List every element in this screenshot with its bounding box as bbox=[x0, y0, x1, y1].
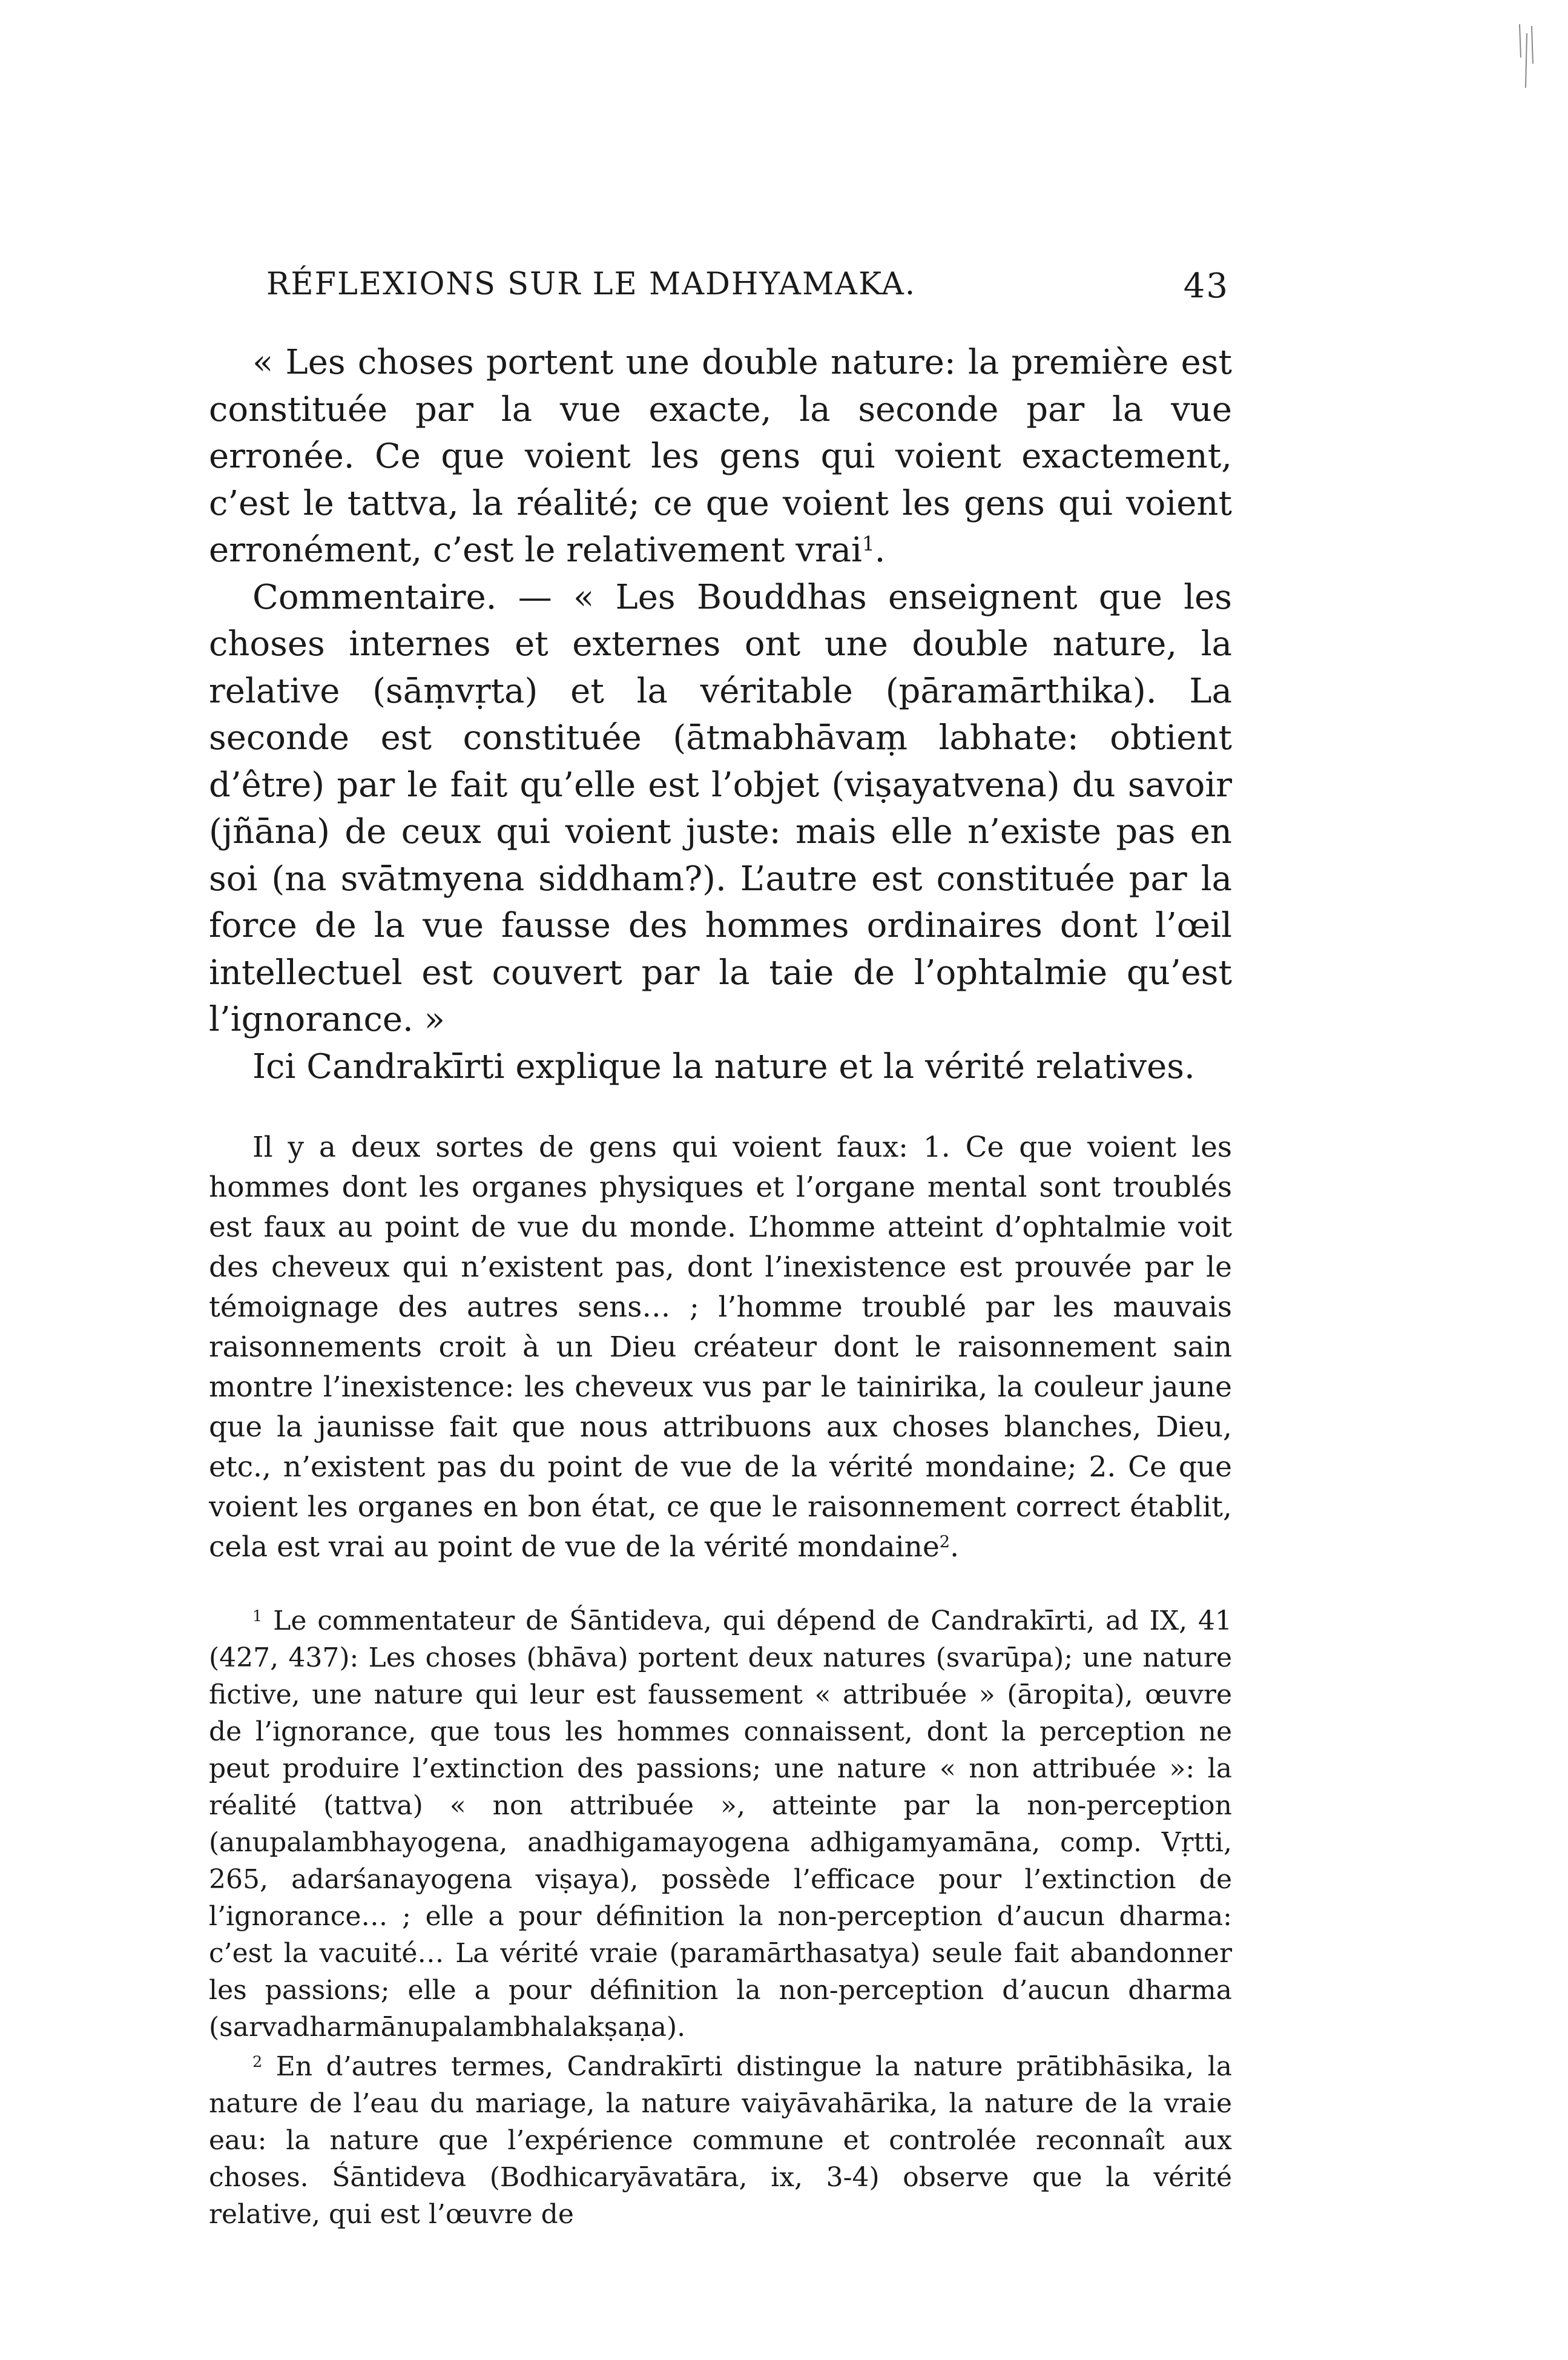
margin-smudge bbox=[1514, 21, 1538, 106]
small-print-text: Il y a deux sortes de gens qui voient faux: 1. Ce que voient les hommes dont les organes physiques et l’organe mental sont troublés est faux au point de vue du monde. L’homme atteint d’ophtalmie voit des cheveux qui n’existent pas, dont l’inexistence est prouvée par le témoignage des autres sens… ; l’homme troublé par les mauvais raisonnements croit à un Dieu créateur dont le raisonnement sain montre l’inexistence: les cheveux vus par le tainirika, la couleur jaune que la jaunisse fait que nous attribuons aux choses blanches, Dieu, etc., n’existent pas du point de vue de la vérité mondaine; 2. Ce que voient les organes en bon état, ce que le raisonnement correct établit, cela est vrai au point de vue de la vérité mondaine bbox=[209, 1131, 1232, 1564]
footnote-ref-2: 2 bbox=[939, 1533, 950, 1552]
footnote-1 bbox=[209, 1602, 1232, 2046]
quote-end: . bbox=[874, 531, 886, 570]
quote-text: « Les choses portent une double nature: la première est constituée par la vue exacte, la seconde par la vue erronée. Ce que voient les gens qui voient exactement, c’est le tattva, la réalité; ce que voient les gens qui voient erronément, c’est le relativement vrai bbox=[209, 343, 1232, 570]
footnote-ref-1: 1 bbox=[861, 532, 875, 556]
main-text bbox=[209, 339, 1232, 2235]
small-print-block bbox=[209, 1128, 1232, 1567]
commentary-paragraph: Commentaire. — « Les Bouddhas enseignent que les choses internes et externes ont une double nature, la relative (sāṃvṛta) et la véritable (pāramārthika). La seconde est constituée (ātmabhāvaṃ labhate: obtient d’être) par le fait qu’elle est l’objet (viṣayatvena) du savoir (jñāna) de ceux qui voient juste: mais elle n’existe pas en soi (na svātmyena siddham?). L’autre est constituée par la force de la vue fausse des hommes ordinaires dont l’œil intellectuel est couvert par la taie de l’ophtalmie qu’est l’ignorance. » bbox=[209, 577, 1232, 1039]
footnote-text: Le commentateur de Śāntideva, qui dépend de Candrakīrti, ad IX, 41 (427, 437): Les choses (bhāva) portent deux natures (svarūpa); une nature fictive, une nature qui leur est faussement « attribuée » (āropita), œuvre de l’ignorance, que tous les hommes connaissent, dont la perception ne peut produire l’extinction des passions; une nature « non attribuée »: la réalité (tattva) « non attribuée », atteinte par la non-perception (anupalambhayogena, anadhigamayogena adhigamyamāna, comp. Vṛtti, 265, adarśanayogena viṣaya), possède l’efficace pour l’extinction de l’ignorance… ; elle a pour définition la non-perception d’aucun dharma: c’est la vacuité… La vérité vraie (paramārthasatya) seule fait abandonner les passions; elle a pour définition la non-perception d’aucun dharma (sarvadharmānupalambhalakṣaṇa). bbox=[209, 1605, 1233, 2043]
footnote-2 bbox=[209, 2048, 1232, 2233]
footnote-text: En d’autres termes, Candrakīrti distingue la nature prātibhāsika, la nature de l’eau du mariage, la nature vaiyāvahārika, la nature de la vraie eau: la nature que l’expérience commune et controlée reconnaît aux choses. Śāntideva (Bodhicaryāvatāra, ix, 3-4) observe que la vérité relative, qui est l’œuvre de bbox=[209, 2051, 1232, 2230]
footnote-marker: 2 bbox=[252, 2052, 263, 2071]
page-number: 43 bbox=[1183, 266, 1229, 306]
small-print-paragraph bbox=[209, 1128, 1232, 1567]
small-print-end: . bbox=[950, 1530, 960, 1564]
closing-paragraph: Ici Candrakīrti explique la nature et la vérité relatives. bbox=[252, 1046, 1195, 1086]
footnotes bbox=[209, 1602, 1232, 2233]
running-title: RÉFLEXIONS SUR LE MADHYAMAKA. bbox=[266, 266, 917, 302]
footnote-marker: 1 bbox=[252, 1607, 263, 1625]
quote-paragraph bbox=[209, 339, 1232, 574]
